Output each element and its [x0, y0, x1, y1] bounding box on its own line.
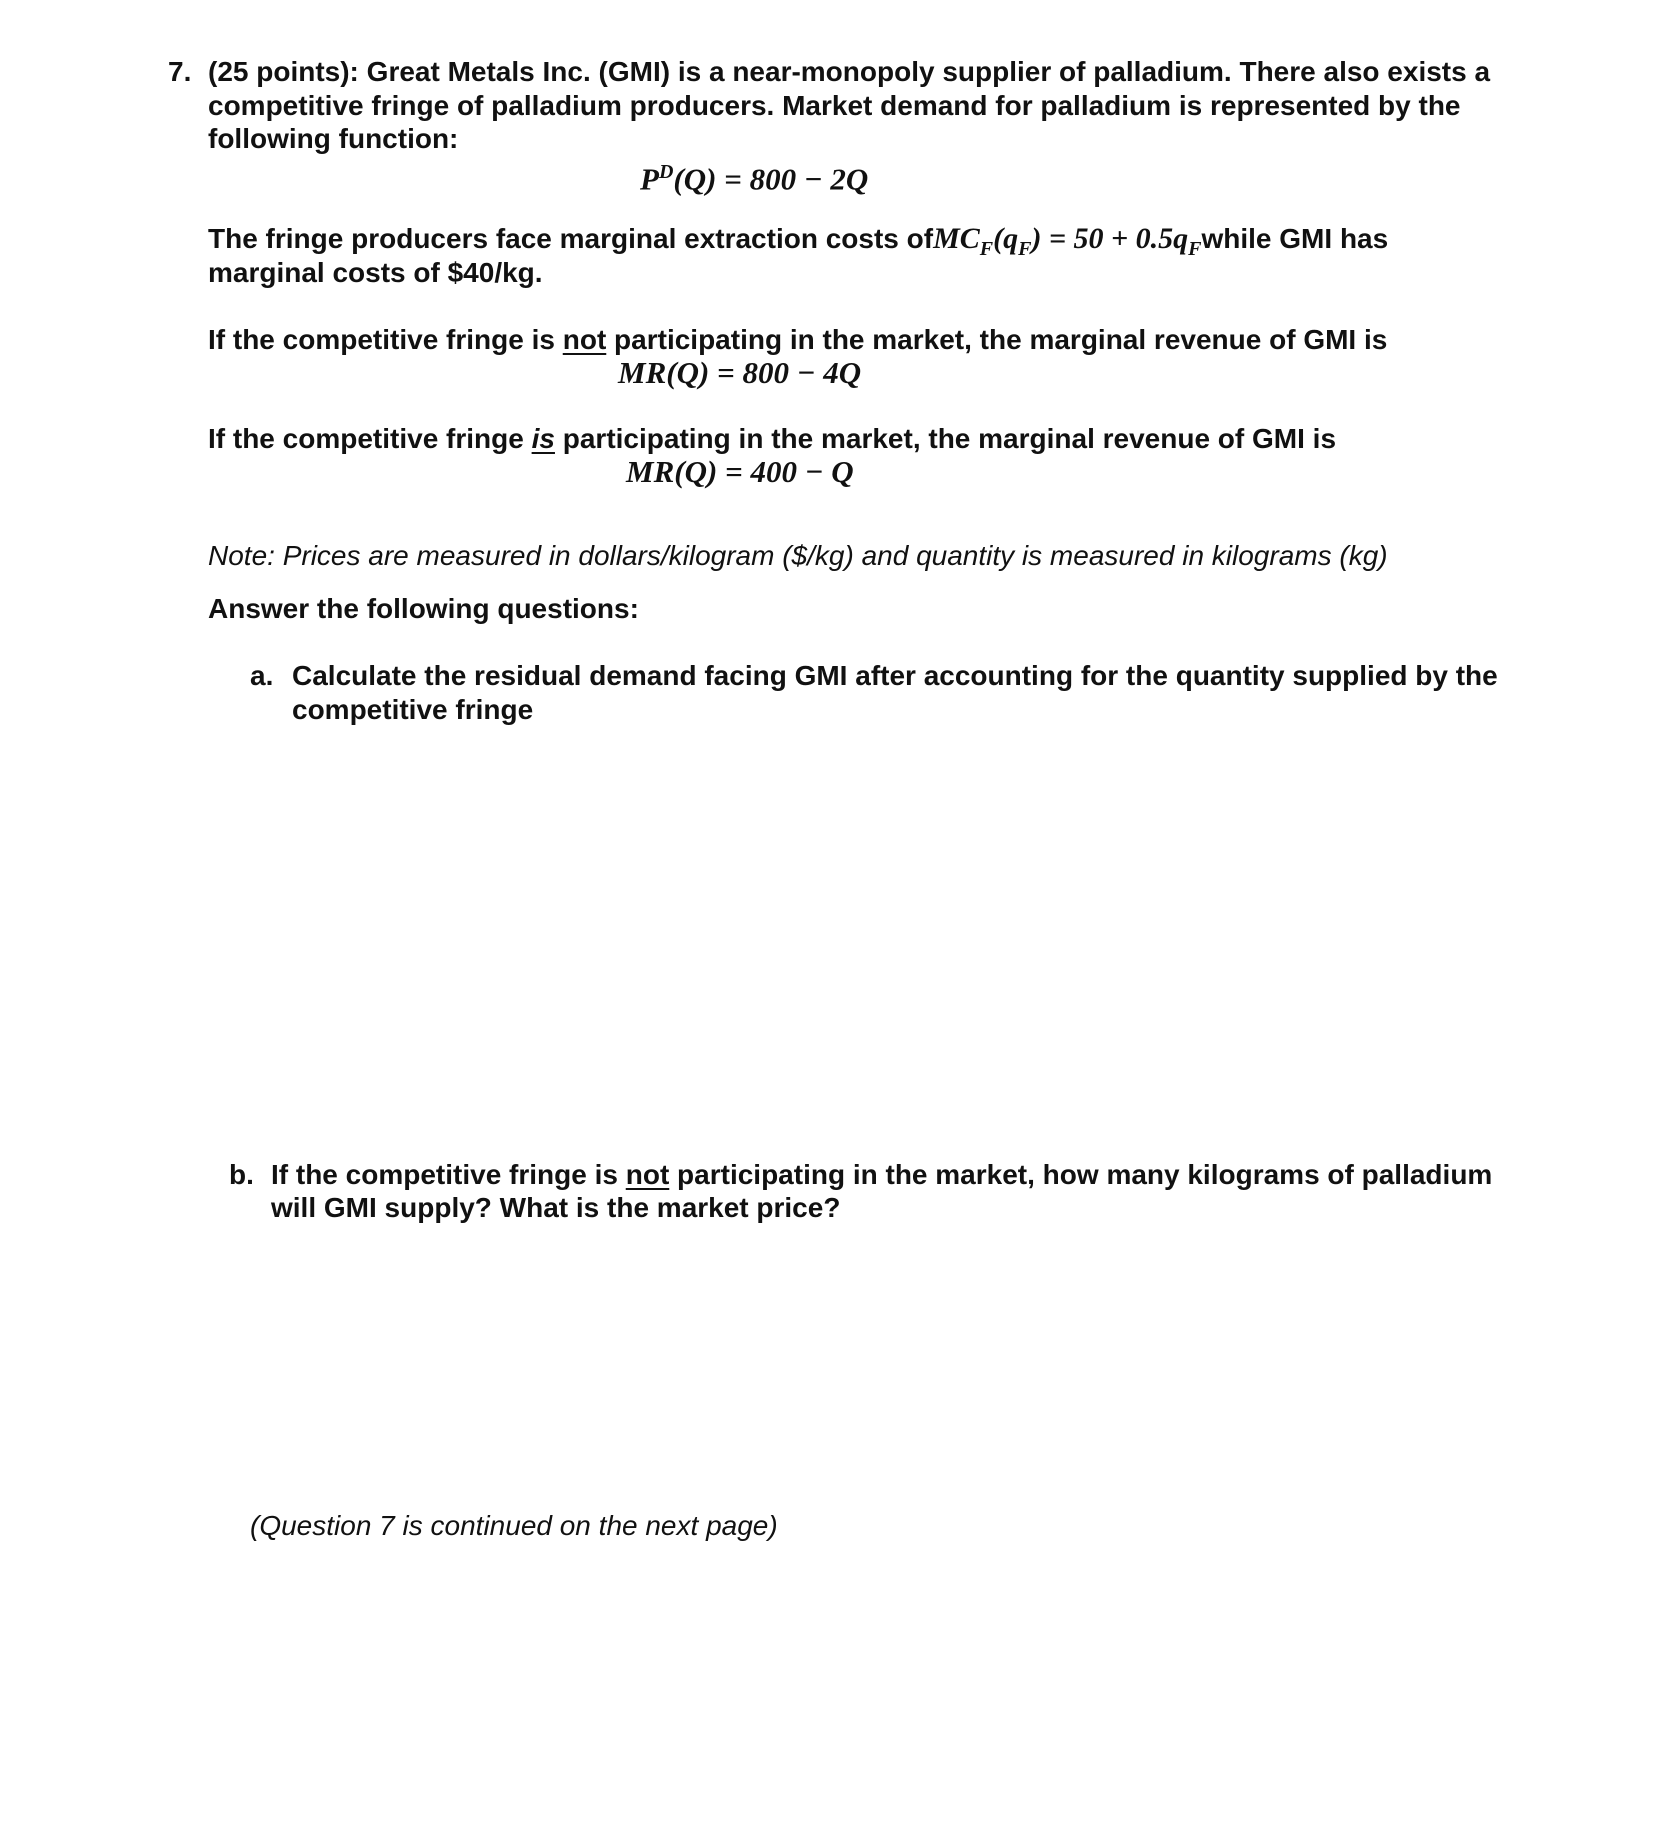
intro-line-2: competitive fringe of palladium producers. Market demand for palladium is represented by the	[208, 90, 1461, 121]
not-text-b: participating in the market, the marginal revenue of GMI is	[606, 324, 1388, 355]
mr-is-eq: MR(Q) = 400 − Q	[626, 454, 854, 489]
is-text-b: participating in the market, the marginal revenue of GMI is	[554, 423, 1337, 454]
part-a-line-2: competitive fringe	[292, 694, 534, 725]
part-a-label: a.	[250, 660, 274, 691]
not-emphasis: not	[562, 324, 607, 355]
fringe-eq-sub1: F	[979, 238, 994, 260]
part-b-text-a: If the competitive fringe is	[271, 1159, 626, 1190]
not-text-a: If the competitive fringe is	[208, 324, 563, 355]
is-text-a: If the competitive fringe	[208, 423, 532, 454]
fringe-eq-mid: ) = 50 + 0.5q	[1031, 222, 1189, 255]
fringe-cost-line-2: marginal costs of $40/kg.	[208, 257, 543, 288]
demand-equation	[640, 152, 868, 199]
continued-footer: (Question 7 is continued on the next page)	[250, 1510, 778, 1541]
part-b-text-b: participating in the market, how many kilograms of palladium	[669, 1159, 1493, 1190]
demand-eq-rest: (Q) = 800 − 2Q	[673, 161, 869, 197]
fringe-eq-open: (q	[993, 222, 1019, 255]
part-b-label: b.	[229, 1159, 254, 1190]
intro-line-1: (25 points): Great Metals Inc. (GMI) is a near-monopoly supplier of palladium. There also exists a	[208, 56, 1491, 87]
demand-eq-p: P	[640, 161, 659, 197]
part-b-line-2: will GMI supply? What is the market price?	[271, 1192, 841, 1223]
fringe-mc-equation	[933, 219, 1201, 269]
intro-line-3: following function:	[208, 123, 459, 154]
fringe-eq-sub2: F	[1018, 238, 1032, 260]
fringe-eq-mc: MC	[933, 222, 980, 255]
part-b-not-emphasis: not	[625, 1159, 670, 1190]
fringe-text-a: The fringe producers face marginal extraction costs of	[208, 223, 934, 254]
question-number: 7.	[168, 56, 192, 87]
units-note: Note: Prices are measured in dollars/kilogram ($/kg) and quantity is measured in kilograms (kg)	[208, 540, 1388, 571]
answer-heading: Answer the following questions:	[208, 593, 639, 624]
mr-not-participating-equation	[618, 353, 861, 393]
is-emphasis: is	[531, 423, 555, 454]
mr-not-eq: MR(Q) = 800 − 4Q	[618, 355, 862, 390]
fringe-text-b: while GMI has	[1201, 223, 1389, 254]
fringe-eq-sub3: F	[1188, 238, 1202, 260]
demand-eq-sup: D	[658, 161, 674, 183]
part-a-line-1: Calculate the residual demand facing GMI after accounting for the quantity supplied by the	[292, 660, 1498, 691]
mr-is-participating-equation	[626, 452, 854, 492]
